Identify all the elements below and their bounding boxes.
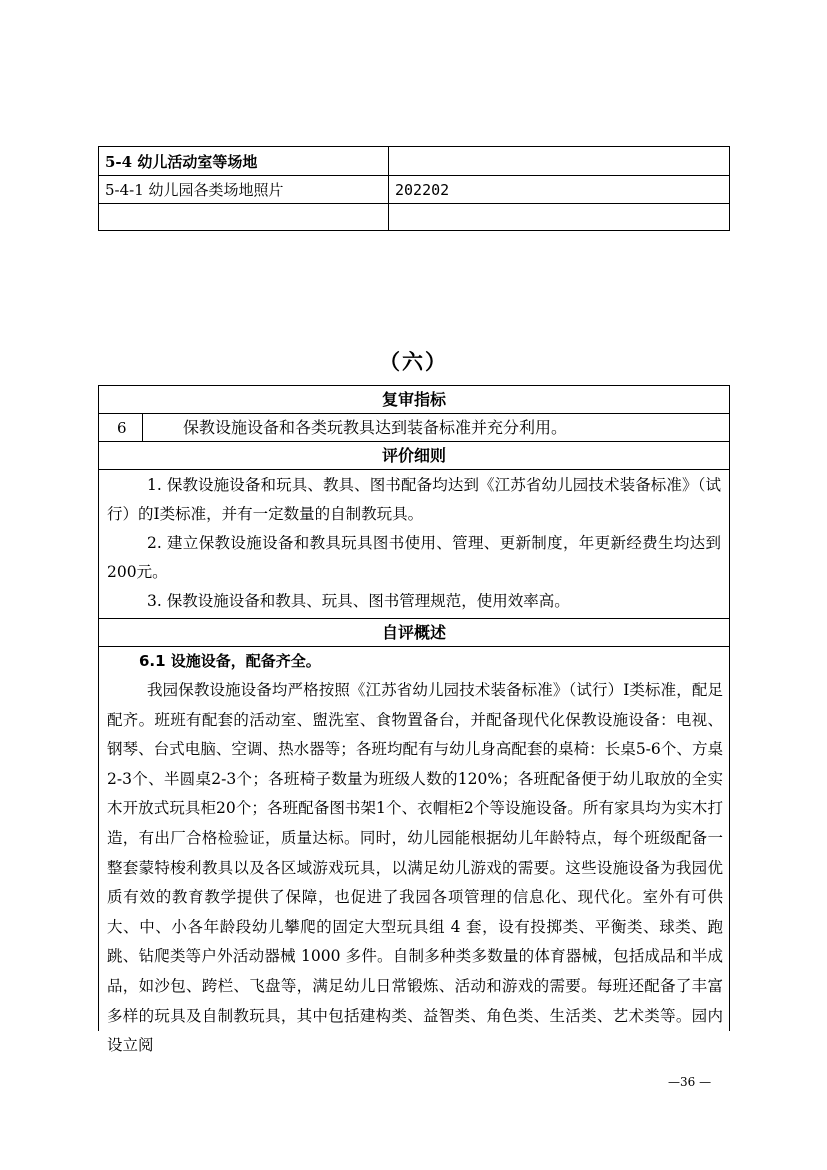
top-table-cell <box>389 147 730 176</box>
top-table-cell: 5-4 幼儿活动室等场地 <box>99 147 389 176</box>
indicator-row <box>99 414 729 442</box>
indicator-text: 保教设施设备和各类玩教具达到装备标准并充分利用。 <box>183 418 568 437</box>
criteria-header: 评价细则 <box>99 442 729 470</box>
top-table <box>98 146 730 231</box>
criteria-item: 3. 保教设施设备和教具、玩具、图书管理规范，使用效率高。 <box>147 592 570 610</box>
criteria-item: 2. 建立保教设施设备和教具玩具图书使用、管理、更新制度，年更新经费生均达到200元。 <box>107 534 721 581</box>
section-title: （六） <box>379 349 448 374</box>
indicator-number: 6 <box>99 414 143 441</box>
criteria-block <box>99 470 729 619</box>
self-eval-header: 自评概述 <box>99 619 729 647</box>
top-table-cell <box>389 204 730 231</box>
top-table-cell <box>99 204 389 231</box>
body-paragraph: 我园保教设施设备均严格按照《江苏省幼儿园技术装备标准》（试行）Ⅰ类标准，配足配齐。班班有配套的活动室、盥洗室、食物置备台，并配备现代化保教设施设备：电视、钢琴、台式电脑、空调、热水器等；各班均配有与幼儿身高配套的桌椅：长桌5-6个、方桌2-3个、半圆桌2-3个；各班椅子数量为班级人数的120%；各班配备便于幼儿取放的全实木开放式玩具柜20个；各班配备图书架1个、衣帽柜2个等设施设备。所有家具均为实木打造，有出厂合格检验证，质量达标。同时，幼儿园能根据幼儿年龄特点，每个班级配备一整套蒙特梭利教具以及各区域游戏玩具，以满足幼儿游戏的需要。这些设施设备为我园优质有效的教育教学提供了保障，也促进了我园各项管理的信息化、现代化。室外有可供大、中、小各年龄段幼儿攀爬的固定大型玩具组 4 套，设有投掷类、平衡类、球类、跑跳、钻爬类等户外活动器械 1000 多件。自制多种类多数量的体育器械，包括成品和半成品，如沙包、跨栏、飞盘等，满足幼儿日常锻炼、活动和游戏的需要。每班还配备了丰富多样的玩具及自制教玩具，其中包括建构类、益智类、角色类、生活类、艺术类等。园内设立阅 <box>107 681 723 1055</box>
top-table-cell: 5-4-1 幼儿园各类场地照片 <box>99 176 389 204</box>
sub-heading: 6.1 设施设备，配备齐全。 <box>139 652 321 670</box>
top-table-cell: 202202 <box>389 176 730 204</box>
page-number: —36 — <box>668 1075 712 1089</box>
self-eval-body <box>99 647 729 1061</box>
review-header: 复审指标 <box>99 386 729 414</box>
evaluation-table <box>98 385 730 1055</box>
criteria-item: 1. 保教设施设备和玩具、教具、图书配备均达到《江苏省幼儿园技术装备标准》（试行）的Ⅰ类标准，并有一定数量的自制教玩具。 <box>107 476 721 523</box>
